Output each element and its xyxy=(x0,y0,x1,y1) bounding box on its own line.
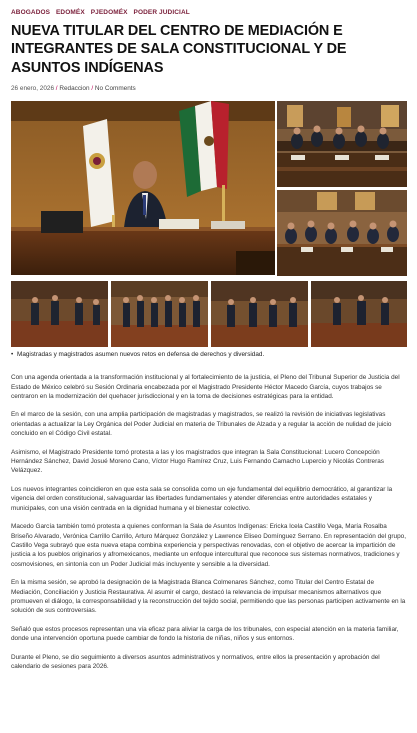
article-title: NUEVA TITULAR DEL CENTRO DE MEDIACIÓN E INTEGRANTES DE SALA CONSTITUCIONAL Y DE ASUNTOS INDÍGENAS xyxy=(11,23,347,76)
thumb-4[interactable] xyxy=(311,281,407,347)
meta-separator: / xyxy=(91,85,94,93)
article-body xyxy=(11,373,406,671)
article-meta xyxy=(11,85,406,95)
meta-separator: / xyxy=(55,85,58,93)
category-link-pjedomex[interactable]: PJEDOMÉX xyxy=(90,9,128,16)
gallery-caption: • Magistradas y magistrados asumen nuevos retos en defensa de derechos y diversidad. xyxy=(11,351,406,363)
paragraph: Durante el Pleno, se dio seguimiento a diversos asuntos administrativos y normativos, entre ellos la presentación y aprobación del calendario de sesiones para 2026. xyxy=(11,653,380,670)
paragraph: Asimismo, el Magistrado Presidente tomó protesta a las y los magistrados que integran la Sala Constitucional: Lucero Concepción Hernández Sánchez, David Josué Moreno Cano, Víctor Hugo Ramírez Cruz, Luis Fernando Camacho Lupercio y Nicolás Contreras Velázquez. xyxy=(11,448,384,475)
post-date: 26 enero, 2026 xyxy=(11,85,54,93)
session-hall-photo-1[interactable] xyxy=(277,101,407,187)
paragraph: Señaló que estos procesos representan una vía eficaz para aliviar la carga de los tribunales, con especial atención en la materia familiar, donde una intervención oportuna puede cambiar de fondo la historia de niñas, niños y sus entornos. xyxy=(11,625,399,643)
thumb-3[interactable] xyxy=(211,281,308,347)
paragraph: En el marco de la sesión, con una amplia participación de magistradas y magistrados, se realizó la revisión de iniciativas legislativas orientadas a actualizar la Ley Orgánica del Poder Judicial en materia de Tribunales de Alzada y a regular la acción de nulidad de juicio concluido en el Código Civil estatal. xyxy=(11,411,392,438)
paragraph: Con una agenda orientada a la transformación institucional y al fortalecimiento de la justicia, el Pleno del Tribunal Superior de Justicia del Estado de México celebró su Sesión Ordinaria encabezada por el Magistrado Presidente Héctor Macedo García, cuyos trabajos se centraron en la modernización del quehacer jurisdiccional y en la toma de decisiones estratégicas para la entidad. xyxy=(11,374,400,401)
author-link[interactable]: Redaccion xyxy=(59,85,90,93)
thumb-2[interactable] xyxy=(111,281,208,347)
category-link-edomex[interactable]: EDOMÉX xyxy=(56,9,85,16)
category-links xyxy=(11,0,406,19)
category-link-abogados[interactable]: ABOGADOS xyxy=(11,9,51,16)
category-link-poder-judicial[interactable]: PODER JUDICIAL xyxy=(133,9,190,16)
paragraph: En la misma sesión, se aprobó la designación de la Magistrada Blanca Colmenares Sánchez, como Titular del Centro Estatal de Mediación, Conciliación y Justicia Restaurativa. Al asumir el cargo, destacó la relevancia de impulsar mecanismos alternativos que promueven el diálogo, la corresponsabilidad y la reconstrucción del tejido social, permitiendo que las personas participen activamente en la solución de sus controversias. xyxy=(11,579,406,615)
paragraph: Macedo García también tomó protesta a quienes conforman la Sala de Asuntos Indígenas: Ericka Icela Castillo Vega, María Rosalba Briseño Alvarado, Verónica Carrillo Carrillo, Arturo Márquez González y Lawrence Eliseo Domínguez Serrano. En representación del grupo, Castillo Vega subrayó que esta nueva etapa combina experiencia y perspectivas renovadas, con el objetivo de acercar la impartición de justicia a los pueblos originarios y afromexicanos, mediante un enfoque intercultural que reconoce sus sistemas normativos, tradiciones y cosmovisiones, en sintonía con un Poder Judicial más incluyente y sensible a la diversidad. xyxy=(11,523,406,568)
paragraph: Los nuevos integrantes coincidieron en que esta sala se consolida como un eje fundamental del equilibrio democrático, al garantizar la vigencia del orden constitucional, salvaguardar las libertades fundamentales y atender diferencias entre autoridades estatales y municipales, con una visión centrada en la dignidad humana y el bienestar colectivo. xyxy=(11,485,393,512)
session-hall-photo-2[interactable] xyxy=(277,190,407,276)
comments-link[interactable]: No Comments xyxy=(94,85,136,93)
photo-gallery xyxy=(11,101,406,349)
thumb-1[interactable] xyxy=(11,281,108,347)
main-speaker-photo[interactable] xyxy=(11,101,275,275)
